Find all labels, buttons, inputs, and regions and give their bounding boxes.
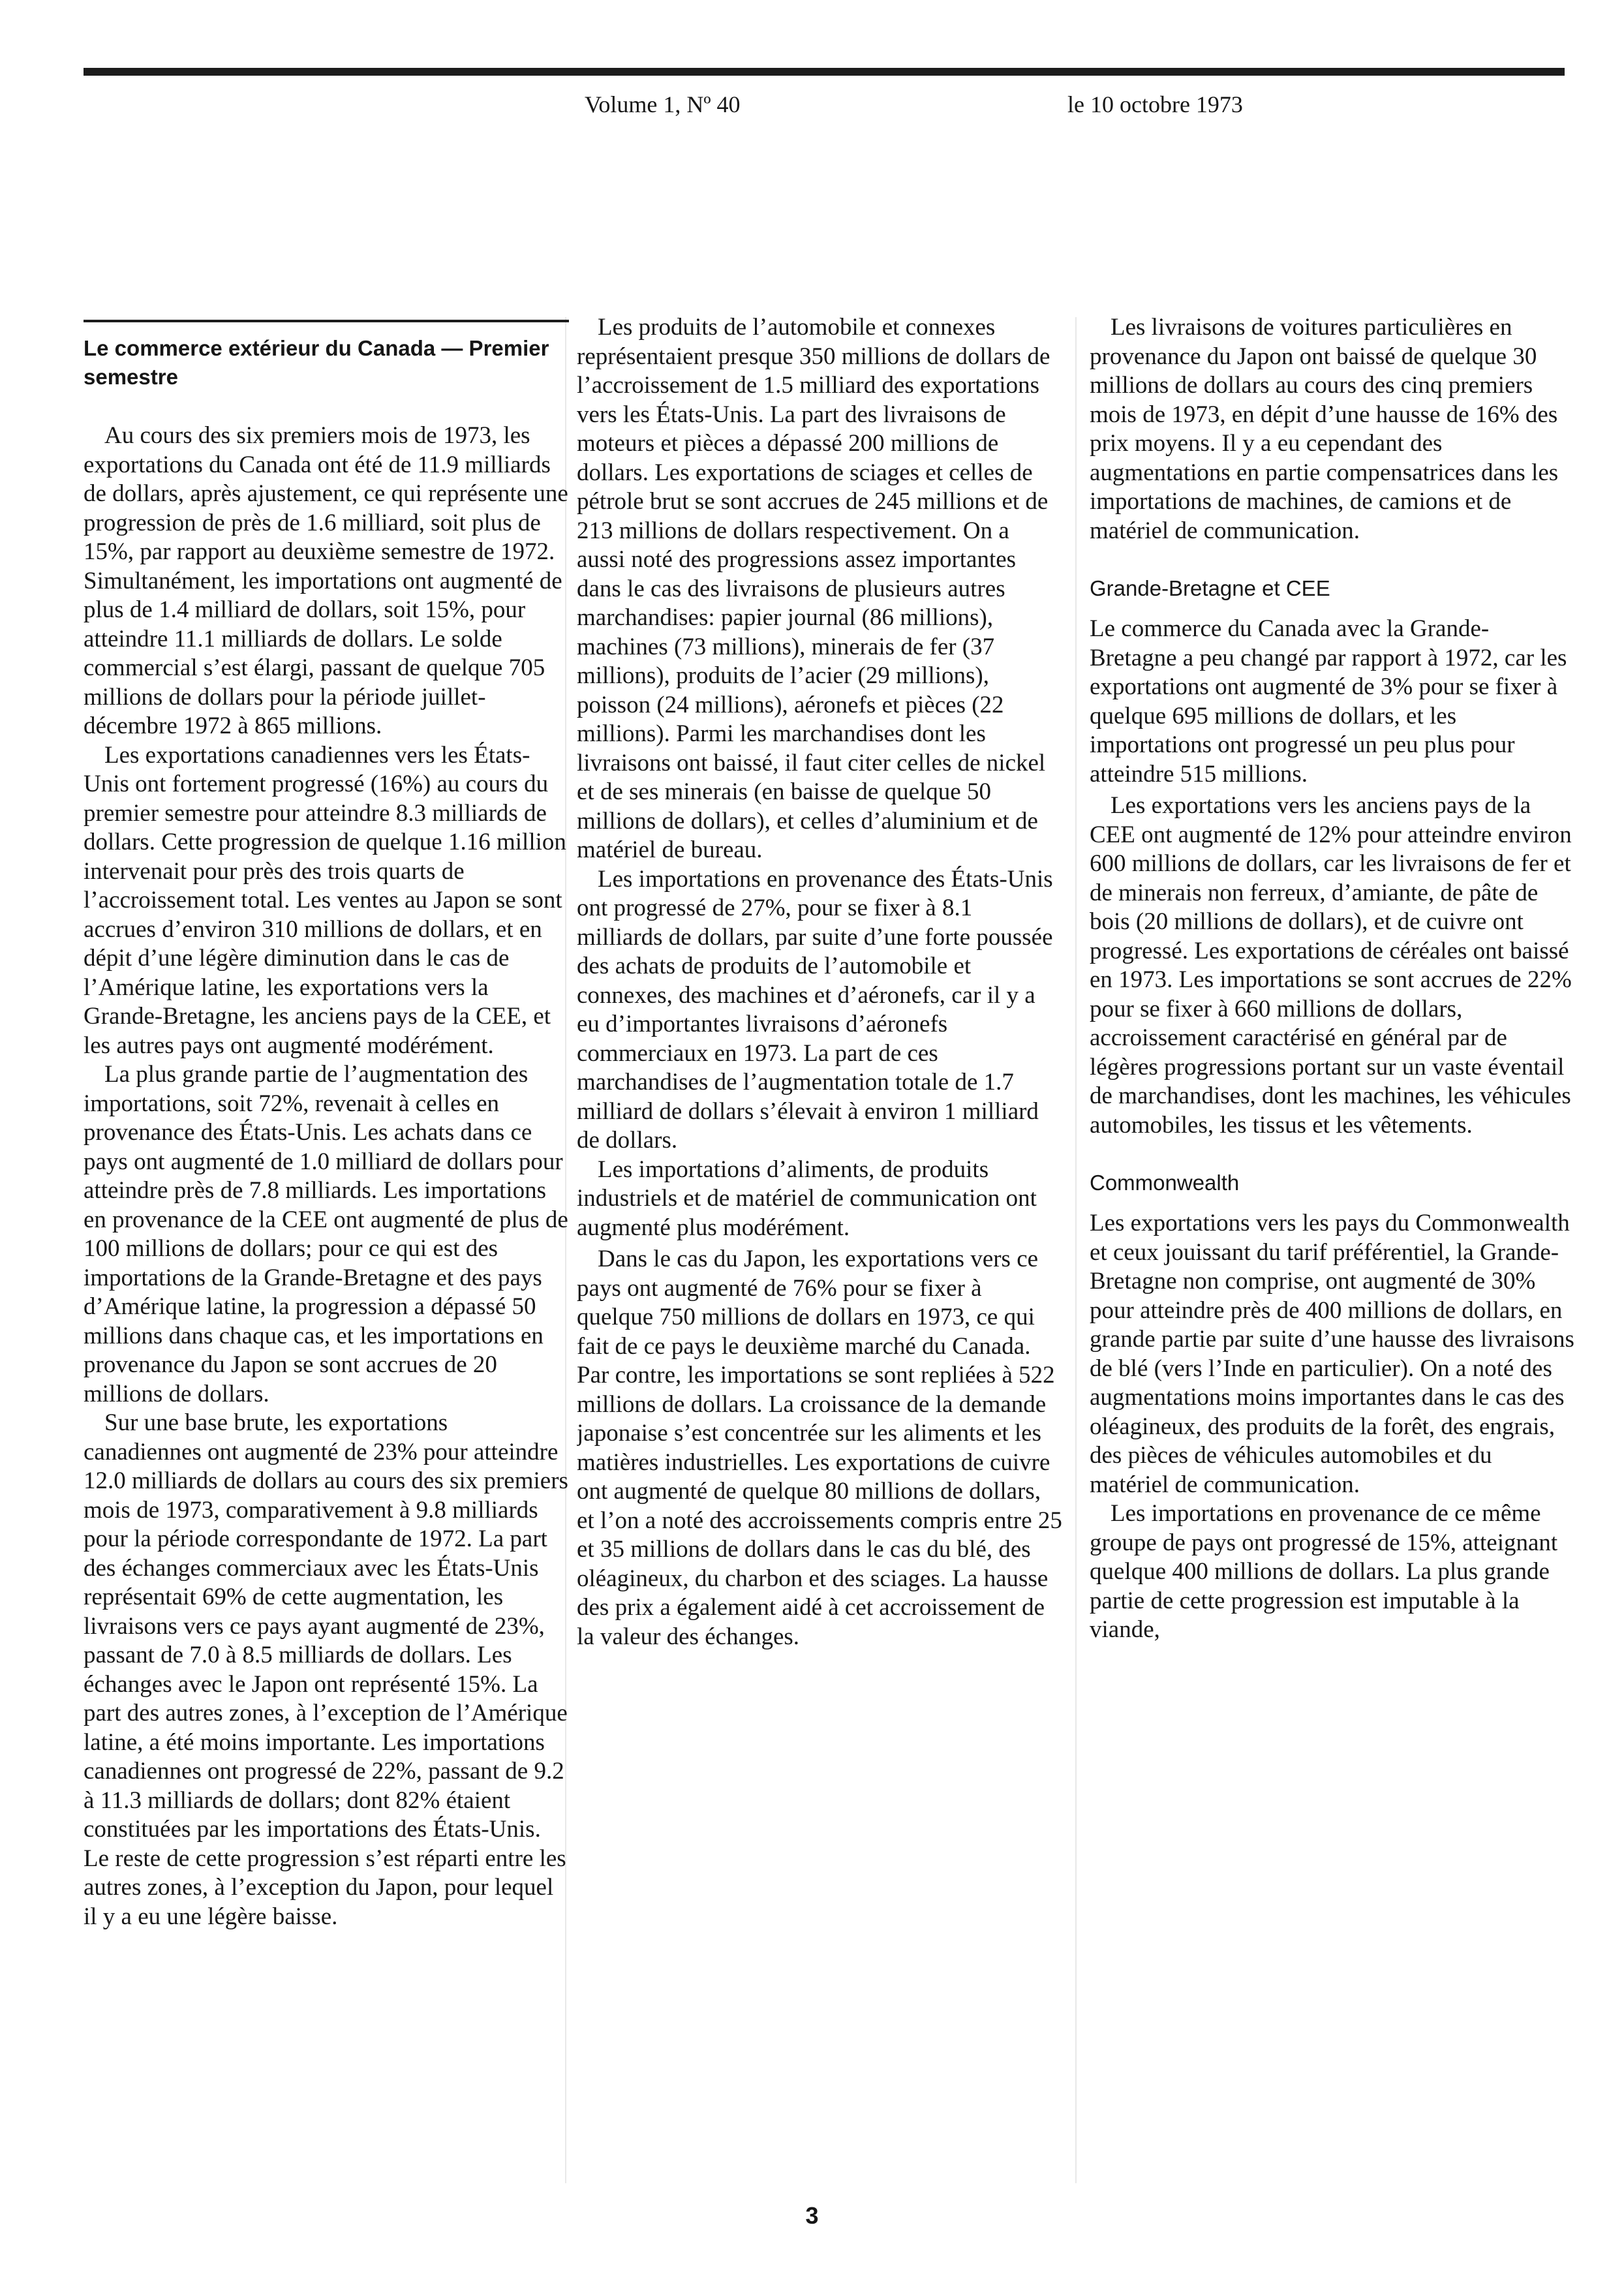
article-paragraph: Au cours des six premiers mois de 1973, les exportations du Canada ont été de 11.9 milliards de dollars, après ajustement, ce qui représente une progression de près de 1.6 milliard, soit plus de 15%, par rapport au deuxième semestre de 1972. Simultanément, les importations ont augmenté de plus de 1.4 milliard de dollars, soit 15%, pour atteindre 11.1 milliards de dollars. Le solde commercial s’est élargi, passant de quelque 705 millions de dollars pour la période juillet-décembre 1972 à 865 millions. — [84, 422, 568, 739]
section-paragraph: Le commerce du Canada avec la Grande-Bretagne a peu changé par rapport à 1972, car les exportations ont augmenté de 3% pour se fixer à quelque 695 millions de dollars, et les importations ont progressé un peu plus pour atteindre 515 millions. — [1090, 615, 1567, 788]
section-heading-commonwealth: Commonwealth — [1090, 1171, 1240, 1195]
article-paragraph: Les importations d’aliments, de produits industriels et de matériel de communication ont augmenté plus modérément. — [577, 1156, 1037, 1241]
article-paragraph: Sur une base brute, les exportations canadiennes ont augmenté de 23% pour atteindre 12.0 milliards de dollars au cours des six premiers mois de 1973, comparativement à 9.8 milliards pour la période correspondante de 1972. La part des échanges commerciaux avec les États-Unis représentait 69% de cette augmentation, les livraisons vers ce pays ayant augmenté de 23%, passant de 7.0 à 8.5 milliards de dollars. Les échanges avec le Japon ont représenté 15%. La part des autres zones, à l’exception de l’Amérique latine, a été moins importante. Les importations canadiennes ont progressé de 22%, passant de 9.2 à 11.3 milliards de dollars; dont 82% étaient constituées par les importations des États-Unis. Le reste de cette progression s’est réparti entre les autres zones, à l’exception du Japon, pour lequel il y a eu une légère baisse. — [84, 1409, 568, 1930]
header-rule — [84, 68, 1565, 76]
column-divider — [1075, 317, 1077, 2183]
article-paragraph: La plus grande partie de l’augmentation des importations, soit 72%, revenait à celles en provenance des États-Unis. Les achats dans ce pays ont augmenté de 1.0 milliard de dollars pour atteindre près de 7.8 milliards. Les importations en provenance de la CEE ont augmenté de plus de 100 millions de dollars; pour ce qui est des importations de la Grande-Bretagne et des pays d’Amérique latine, la progression a dépassé 50 millions dans chaque cas, et les importations en provenance du Japon se sont accrues de 20 millions de dollars. — [84, 1061, 568, 1407]
section-heading-gb-cee: Grande-Bretagne et CEE — [1090, 576, 1330, 600]
issue-volume: Volume 1, Nº 40 — [585, 91, 741, 117]
column-2 — [577, 313, 1062, 2205]
issue-date: le 10 octobre 1973 — [1067, 91, 1243, 117]
article-title: Le commerce extérieur du Canada — Premier semestre — [84, 336, 549, 389]
article-paragraph: Les produits de l’automobile et connexes représentaient presque 350 millions de dollars de l’accroissement de 1.5 milliard des exportations vers les États-Unis. La part des livraisons de moteurs et pièces a dépassé 200 millions de dollars. Les exportations de sciages et celles de pétrole brut se sont accrues de 245 millions et de 213 millions de dollars respectivement. On a aussi noté des progressions assez importantes dans le cas des livraisons de plusieurs autres marchandises: papier journal (86 millions), machines (73 millions), minerais de fer (37 millions), produits de l’acier (29 millions), poisson (24 millions), aéronefs et pièces (22 millions). Parmi les marchandises dont les livraisons ont baissé, il faut citer celles de nickel et de ses minerais (en baisse de quelque 50 millions de dollars), et celles d’aluminium et de matériel de bureau. — [577, 314, 1050, 863]
column-1 — [84, 313, 569, 2205]
article-paragraph: Les livraisons de voitures particulières en provenance du Japon ont baissé de quelque 30 millions de dollars au cours des cinq premiers mois de 1973, en dépit d’une hausse de 16% des prix moyens. Il y a eu cependant des augmentations en partie compensatrices dans les importations de machines, de camions et de matériel de communication. — [1090, 314, 1559, 544]
article-paragraph: Les exportations canadiennes vers les États-Unis ont fortement progressé (16%) au cours du premier semestre pour atteindre 8.3 milliards de dollars. Cette progression de quelque 1.16 million intervenait pour près des trois quarts de l’accroissement total. Les ventes au Japon se sont accrues d’environ 310 millions de dollars, et en dépit d’une légère diminution dans le cas de l’Amérique latine, les exportations vers la Grande-Bretagne, les anciens pays de la CEE, et les autres pays ont augmenté modérément. — [84, 741, 566, 1059]
column-3 — [1090, 313, 1575, 2205]
section-paragraph: Les exportations vers les anciens pays de la CEE ont augmenté de 12% pour atteindre environ 600 millions de dollars, car les livraisons de fer et de minerais non ferreux, d’amiante, de pâte de bois (20 millions de dollars), et de cuivre ont progressé. Les exportations de céréales ont baissé en 1973. Les importations se sont accrues de 22% pour se fixer à 660 millions de dollars, accroissement caractérisé en général par de légères progressions portant sur un vaste éventail de marchandises, dont les machines, les véhicules automobiles, les tissus et les vêtements. — [1090, 792, 1572, 1139]
page-number: 3 — [805, 2202, 819, 2229]
article-title-rule — [84, 320, 569, 322]
section-paragraph: Les exportations vers les pays du Commonwealth et ceux jouissant du tarif préférentiel, la Grande-Bretagne non comprise, ont augmenté de 30% pour atteindre près de 400 millions de dollars, en grande partie par suite d’une hausse des livraisons de blé (vers l’Inde en particulier). On a noté des augmentations moins importantes dans le cas des oléagineux, des produits de la forêt, des engrais, des pièces de véhicules automobiles et du matériel de communication. — [1090, 1210, 1574, 1498]
section-paragraph: Les importations en provenance de ce même groupe de pays ont progressé de 15%, atteignant quelque 400 millions de dollars. La plus grande partie de cette progression est imputable à la viande, — [1090, 1500, 1558, 1643]
article-paragraph: Les importations en provenance des États-Unis ont progressé de 27%, pour se fixer à 8.1 milliards de dollars, par suite d’une forte poussée des achats de produits de l’automobile et connexes, des machines et d’aéronefs, car il y a eu d’importantes livraisons d’aéronefs commerciaux en 1973. La part de ces marchandises de l’augmentation totale de 1.7 milliard de dollars s’élevait à environ 1 milliard de dollars. — [577, 865, 1053, 1154]
article-paragraph: Dans le cas du Japon, les exportations vers ce pays ont augmenté de 76% pour se fixer à quelque 750 millions de dollars en 1973, ce qui fait de ce pays le deuxième marché du Canada. Par contre, les importations se sont repliées à 522 millions de dollars. La croissance de la demande japonaise s’est concentrée sur les aliments et les matières industrielles. Les exportations de cuivre ont augmenté de quelque 80 millions de dollars, et l’on a noté des accroissements compris entre 25 et 35 millions de dollars dans le cas du blé, des oléagineux, du charbon et des sciages. La hausse des prix a également aidé à cet accroissement de la valeur des échanges. — [577, 1246, 1062, 1650]
